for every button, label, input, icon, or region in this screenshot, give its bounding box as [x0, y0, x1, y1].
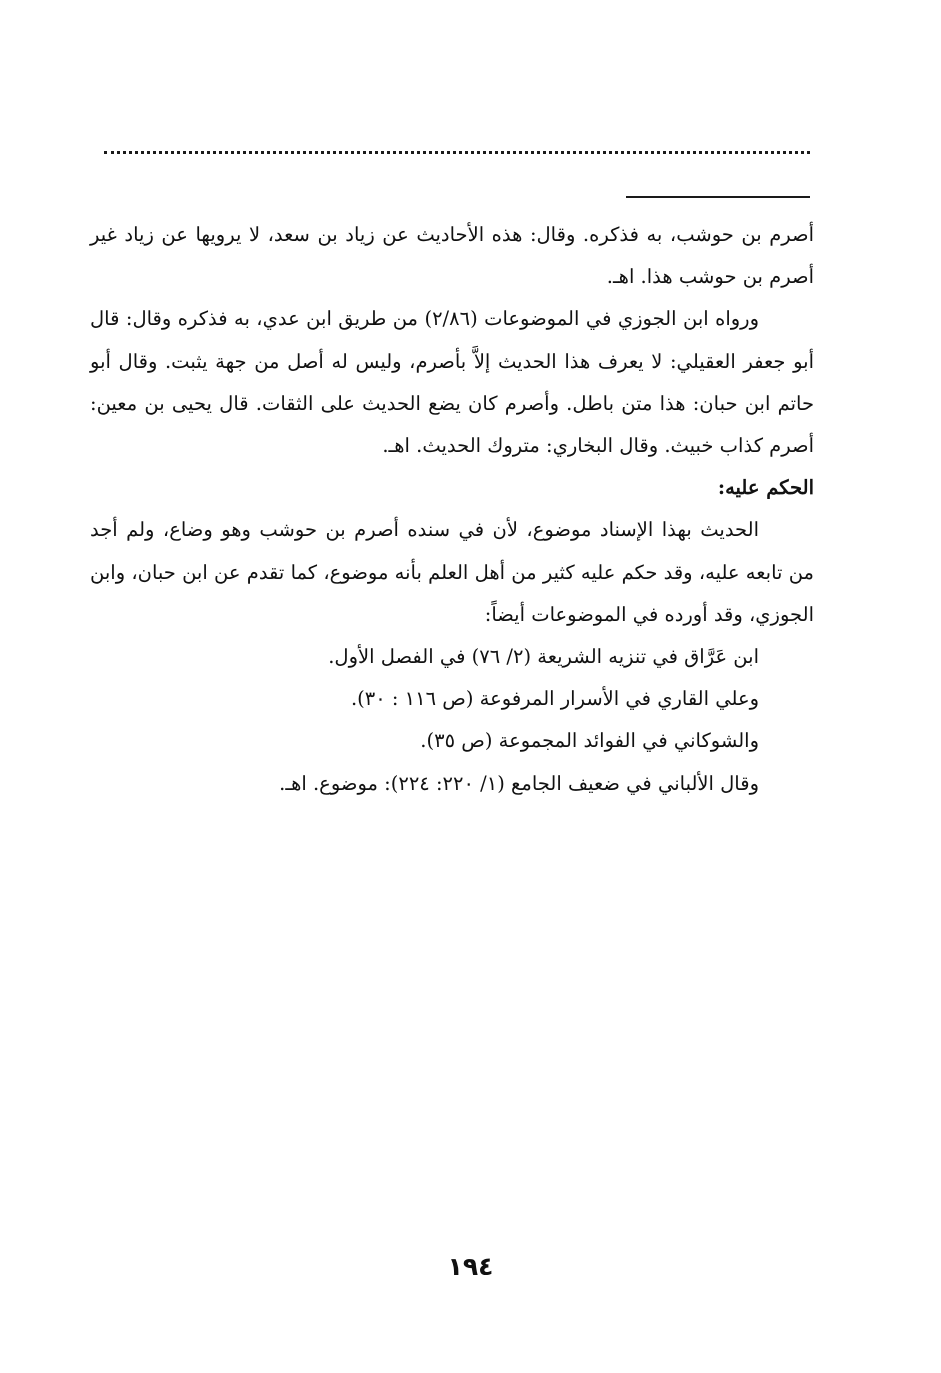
footnote-paragraph-1: أصرم بن حوشب، به فذكره. وقال: هذه الأحاديث عن زياد بن سعد، لا يرويها عن زياد غير أصرم بن حوشب هذا. اهـ. — [90, 223, 814, 289]
reference-item: وعلي القاري في الأسرار المرفوعة (ص ١١٦ : ٣٠). — [350, 687, 759, 711]
reference-item: وقال الألباني في ضعيف الجامع (١/ ٢٢٠: ٢٢٤): موضوع. اهـ. — [279, 771, 759, 795]
dotted-separator — [104, 151, 810, 154]
section-heading: الحكم عليه: — [717, 476, 814, 500]
reference-item: والشوكاني في الفوائد المجموعة (ص ٣٥). — [420, 729, 759, 753]
ruling-paragraph: الحديث بهذا الإسناد موضوع، لأن في سنده أصرم بن حوشب وهو وضاع، ولم أجد من تابعه عليه، وقد حكم عليه كثير من أهل العلم بأنه موضوع، كما تقدم عن ابن حبان، وابن الجوزي، وقد أورده في الموضوعات أيضاً: — [90, 518, 814, 626]
page-body — [90, 214, 814, 805]
page-number: ١٩٤ — [447, 1252, 494, 1281]
footnote-paragraph-2: ورواه ابن الجوزي في الموضوعات (٢/٨٦) من طريق ابن عدي، به فذكره وقال: قال أبو جعفر العقيلي: لا يعرف هذا الحديث إلاَّ بأصرم، وليس له أصل من جهة يثبت. وقال أبو حاتم ابن حبان: هذا متن باطل. وأصرم كان يضع الحديث على الثقات. قال يحيى بن معين: أصرم كذاب خبيث. وقال البخاري: متروك الحديث. اهـ. — [90, 307, 814, 458]
footnote-rule — [626, 196, 810, 198]
reference-item: ابن عَرَّاق في تنزيه الشريعة (٢/ ٧٦) في الفصل الأول. — [328, 645, 759, 669]
